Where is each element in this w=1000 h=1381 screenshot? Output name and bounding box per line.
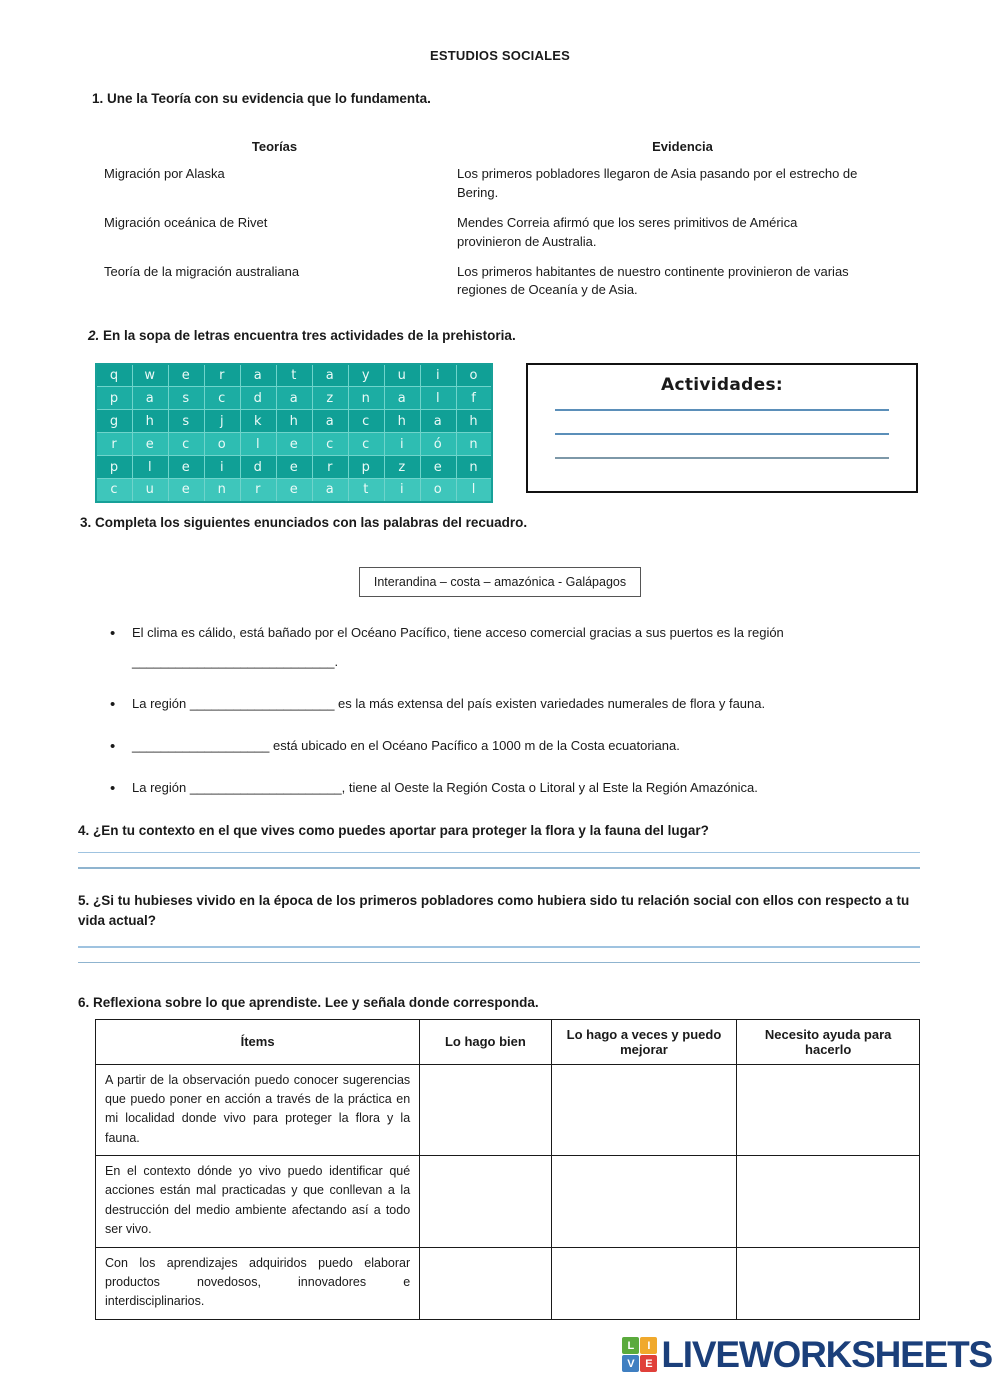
exercise-5-prompt-line-2: tu vida actual? [78,892,910,929]
wordsearch-cell[interactable]: p [96,387,132,410]
wordsearch-cell[interactable]: e [276,479,312,502]
logo-letter-l: L [622,1337,639,1354]
table-row [96,1247,920,1319]
wordsearch-cell[interactable]: c [204,387,240,410]
wordsearch-row [96,387,492,410]
wordsearch-cell[interactable]: e [420,456,456,479]
wordsearch-cell[interactable]: h [276,410,312,433]
fill-blank-sentence: ___________________ está ubicado en el Océano Pacífico a 1000 m de la Costa ecuatoriana. [132,738,680,754]
reflection-checkbox-cell[interactable] [737,1247,920,1319]
exercise-1-prompt: 1. Une la Teoría con su evidencia que lo fundamenta. [92,91,431,106]
exercise-4-answer-area [78,852,920,869]
wordsearch-cell[interactable]: f [456,387,492,410]
wordsearch-row [96,479,492,502]
wordsearch-cell[interactable]: j [204,410,240,433]
exercise-2-prompt [0,326,1000,346]
reflection-checkbox-cell[interactable] [551,1247,737,1319]
wordsearch-cell[interactable]: t [348,479,384,502]
reflection-item-text: A partir de la observación puedo conocer sugerencias que puedo poner en acción a través de la práctica en mi localidad donde vivo para proteger la flora y la fauna. [96,1064,420,1156]
wordsearch-cell[interactable]: o [204,433,240,456]
wordsearch-cell[interactable]: e [168,364,204,387]
wordsearch-cell[interactable]: n [456,456,492,479]
reflection-checkbox-cell[interactable] [551,1064,737,1156]
wordsearch-cell[interactable]: s [168,387,204,410]
wordsearch-cell[interactable]: w [132,364,168,387]
table-header-items: Ítems [96,1019,420,1064]
wordsearch-cell[interactable]: l [240,433,276,456]
logo-letter-v: V [622,1355,639,1372]
activities-answer-line-2[interactable] [555,433,889,435]
theory-label[interactable]: Teoría de la migración australiana [104,263,300,279]
wordsearch-cell[interactable]: z [384,456,420,479]
wordsearch-cell[interactable]: y [348,364,384,387]
wordsearch-cell[interactable]: g [96,410,132,433]
wordsearch-row [96,456,492,479]
fill-blank-sentence: El clima es cálido, está bañado por el Océano Pacífico, tiene acceso comercial gracias a sus puertos es la región [132,624,784,640]
wordsearch-cell[interactable]: c [348,410,384,433]
wordsearch-cell[interactable]: i [384,479,420,502]
reflection-checkbox-cell[interactable] [420,1064,551,1156]
wordsearch-cell[interactable]: c [168,433,204,456]
logo-squares-icon [622,1337,657,1372]
activities-answer-line-1[interactable] [555,409,889,411]
wordbank-wrap [0,567,1000,597]
worksheet-page [0,48,1000,1381]
wordsearch-cell[interactable]: l [420,387,456,410]
wordsearch-cell[interactable]: z [312,387,348,410]
list-item[interactable] [110,736,930,756]
exercise-5-prompt [78,891,920,932]
evidence-text[interactable] [457,214,908,252]
theory-label[interactable]: Migración por Alaska [104,166,225,182]
wordsearch-cell[interactable]: o [420,479,456,502]
wordsearch-cell[interactable]: s [168,410,204,433]
wordsearch-cell[interactable]: r [312,456,348,479]
wordsearch-cell[interactable]: l [456,479,492,502]
reflection-checkbox-cell[interactable] [551,1156,737,1248]
wordsearch-cell[interactable]: h [384,410,420,433]
wordsearch-cell[interactable]: a [132,387,168,410]
wordsearch-cell[interactable]: n [204,479,240,502]
wordsearch-cell[interactable]: p [348,456,384,479]
reflection-checkbox-cell[interactable] [737,1064,920,1156]
evidence-line: Los primeros pobladores llegaron de Asia pasando por el estrecho de [457,166,858,182]
wordsearch-row [96,410,492,433]
evidence-line: provinieron de Australia. [457,233,597,249]
exercise-4-prompt: 4. ¿En tu contexto en el que vives como puedes aportar para proteger la flora y la fauna del lugar? [78,822,709,838]
wordsearch-cell[interactable]: e [168,479,204,502]
wordsearch-cell[interactable]: ó [420,433,456,456]
reflection-checkbox-cell[interactable] [420,1247,551,1319]
wordsearch-cell[interactable]: i [384,433,420,456]
table-header-a-veces: Lo hago a veces y puedo mejorar [551,1019,737,1064]
logo-letter-i: I [640,1337,657,1354]
activities-answer-box [526,363,918,493]
table-row [96,1064,920,1156]
theory-label[interactable]: Migración oceánica de Rivet [104,214,268,230]
wordsearch-cell[interactable]: a [240,364,276,387]
logo-brand-text: LIVEWORKSHEETS [661,1334,992,1375]
list-item[interactable] [110,694,930,714]
table-header-row [96,1019,920,1064]
wordsearch-cell[interactable]: r [204,364,240,387]
wordsearch-cell[interactable]: u [384,364,420,387]
wordsearch-cell[interactable]: p [96,456,132,479]
wordsearch-cell[interactable]: n [456,433,492,456]
fill-blank-continuation[interactable]: ____________________________. [132,653,339,669]
exercise-3-list [0,623,1000,799]
reflection-item-text: Con los aprendizajes adquiridos puedo elaborar productos novedosos, innovadores e interdisciplinarios. [96,1247,420,1319]
wordsearch-grid[interactable] [95,363,493,503]
wordsearch-cell[interactable]: c [312,433,348,456]
wordsearch-cell[interactable]: k [240,410,276,433]
theory-evidence-row [92,165,908,203]
wordsearch-cell[interactable]: e [132,433,168,456]
list-item[interactable] [110,623,930,672]
exercise-1-table-header [92,139,908,154]
exercise-2-prompt-text: En la sopa de letras encuentra tres actividades de la prehistoria. [103,328,516,344]
wordsearch-cell[interactable]: e [168,456,204,479]
liveworksheets-logo[interactable] [622,1336,992,1373]
wordsearch-cell[interactable]: c [348,433,384,456]
wordsearch-cell[interactable]: a [420,410,456,433]
fill-blank-sentence: La región _____________________, tiene al Oeste la Región Costa o Litoral y al Este la Región Amazónica. [132,780,758,796]
theory-evidence-row [92,214,908,252]
wordsearch-cell[interactable]: i [204,456,240,479]
answer-line[interactable] [78,852,920,854]
wordsearch-cell[interactable]: a [312,410,348,433]
wordsearch-cell[interactable]: a [384,387,420,410]
activities-answer-line-3[interactable] [555,457,889,459]
evidence-text[interactable] [457,263,908,301]
page-title: ESTUDIOS SOCIALES [430,48,570,63]
exercise-6-prompt-wrap [0,993,1000,1013]
reflection-checkbox-cell[interactable] [420,1156,551,1248]
wordsearch-cell[interactable]: o [456,364,492,387]
evidence-line: regiones de Oceanía y de Asia. [457,282,638,298]
wordsearch-cell[interactable]: c [96,479,132,502]
exercise-6-prompt: 6. Reflexiona sobre lo que aprendiste. Lee y señala donde corresponda. [78,995,539,1011]
theory-evidence-row [92,263,908,301]
wordbank-box: Interandina – costa – amazónica - Galápagos [359,567,641,597]
column-header-evidencia: Evidencia [652,139,713,155]
table-header-lo-hago-bien: Lo hago bien [420,1019,551,1064]
exercise-5-section [0,891,1000,964]
exercise-5-answer-area [78,946,920,963]
exercise-4-section [0,821,1000,869]
wordsearch-cell[interactable]: a [276,387,312,410]
wordsearch-cell[interactable]: r [240,479,276,502]
fill-blank-sentence: La región ____________________ es la más extensa del país existen variedades numerales de flora y fauna. [132,696,766,712]
wordsearch-cell[interactable]: a [312,364,348,387]
list-item[interactable] [110,778,930,798]
wordsearch-cell[interactable]: h [456,410,492,433]
wordsearch-cell[interactable]: l [132,456,168,479]
exercise-1-section [0,89,1000,300]
exercise-3-prompt-wrap [0,513,1000,533]
wordsearch-cell[interactable]: a [312,479,348,502]
wordsearch-row [96,433,492,456]
evidence-text[interactable] [457,165,908,203]
wordsearch-cell[interactable]: d [240,387,276,410]
evidence-line: Mendes Correia afirmó que los seres primitivos de América [457,214,798,230]
exercise-5-prompt-line-1: 5. ¿Si tu hubieses vivido en la época de los primeros pobladores como hubiera sido tu relación social con ellos con respecto a [78,892,893,908]
reflection-table [95,1019,920,1320]
wordsearch-cell[interactable]: r [96,433,132,456]
exercise-2-number: 2. [88,328,100,344]
answer-line[interactable] [78,867,920,869]
answer-line[interactable] [78,946,920,948]
answer-line[interactable] [78,962,920,964]
wordsearch-cell[interactable]: d [240,456,276,479]
exercise-2-body [0,363,1000,503]
wordsearch-cell[interactable]: n [348,387,384,410]
wordsearch-cell[interactable]: e [276,433,312,456]
table-header-necesito-ayuda: Necesito ayuda para hacerlo [737,1019,920,1064]
wordsearch-cell[interactable]: e [276,456,312,479]
wordsearch-row [96,364,492,387]
reflection-checkbox-cell[interactable] [737,1156,920,1248]
evidence-line: Bering. [457,185,499,201]
wordsearch-cell[interactable]: q [96,364,132,387]
wordsearch-cell[interactable]: h [132,410,168,433]
wordsearch-cell[interactable]: i [420,364,456,387]
exercise-6-table-wrap [0,1019,1000,1320]
column-header-teorias: Teorías [251,139,298,155]
table-row [96,1156,920,1248]
reflection-item-text: En el contexto dónde yo vivo puedo identificar qué acciones están mal practicadas y que conllevan a la destrucción del medio ambiente afectando así a todo ser vivo. [96,1156,420,1248]
wordsearch-cell[interactable]: t [276,364,312,387]
wordsearch-cell[interactable]: u [132,479,168,502]
logo-letter-e: E [640,1355,657,1372]
exercise-3-prompt: 3. Completa los siguientes enunciados con las palabras del recuadro. [80,514,528,530]
activities-title: Actividades: [661,374,783,395]
evidence-line: Los primeros habitantes de nuestro continente provinieron de varias [457,263,849,279]
